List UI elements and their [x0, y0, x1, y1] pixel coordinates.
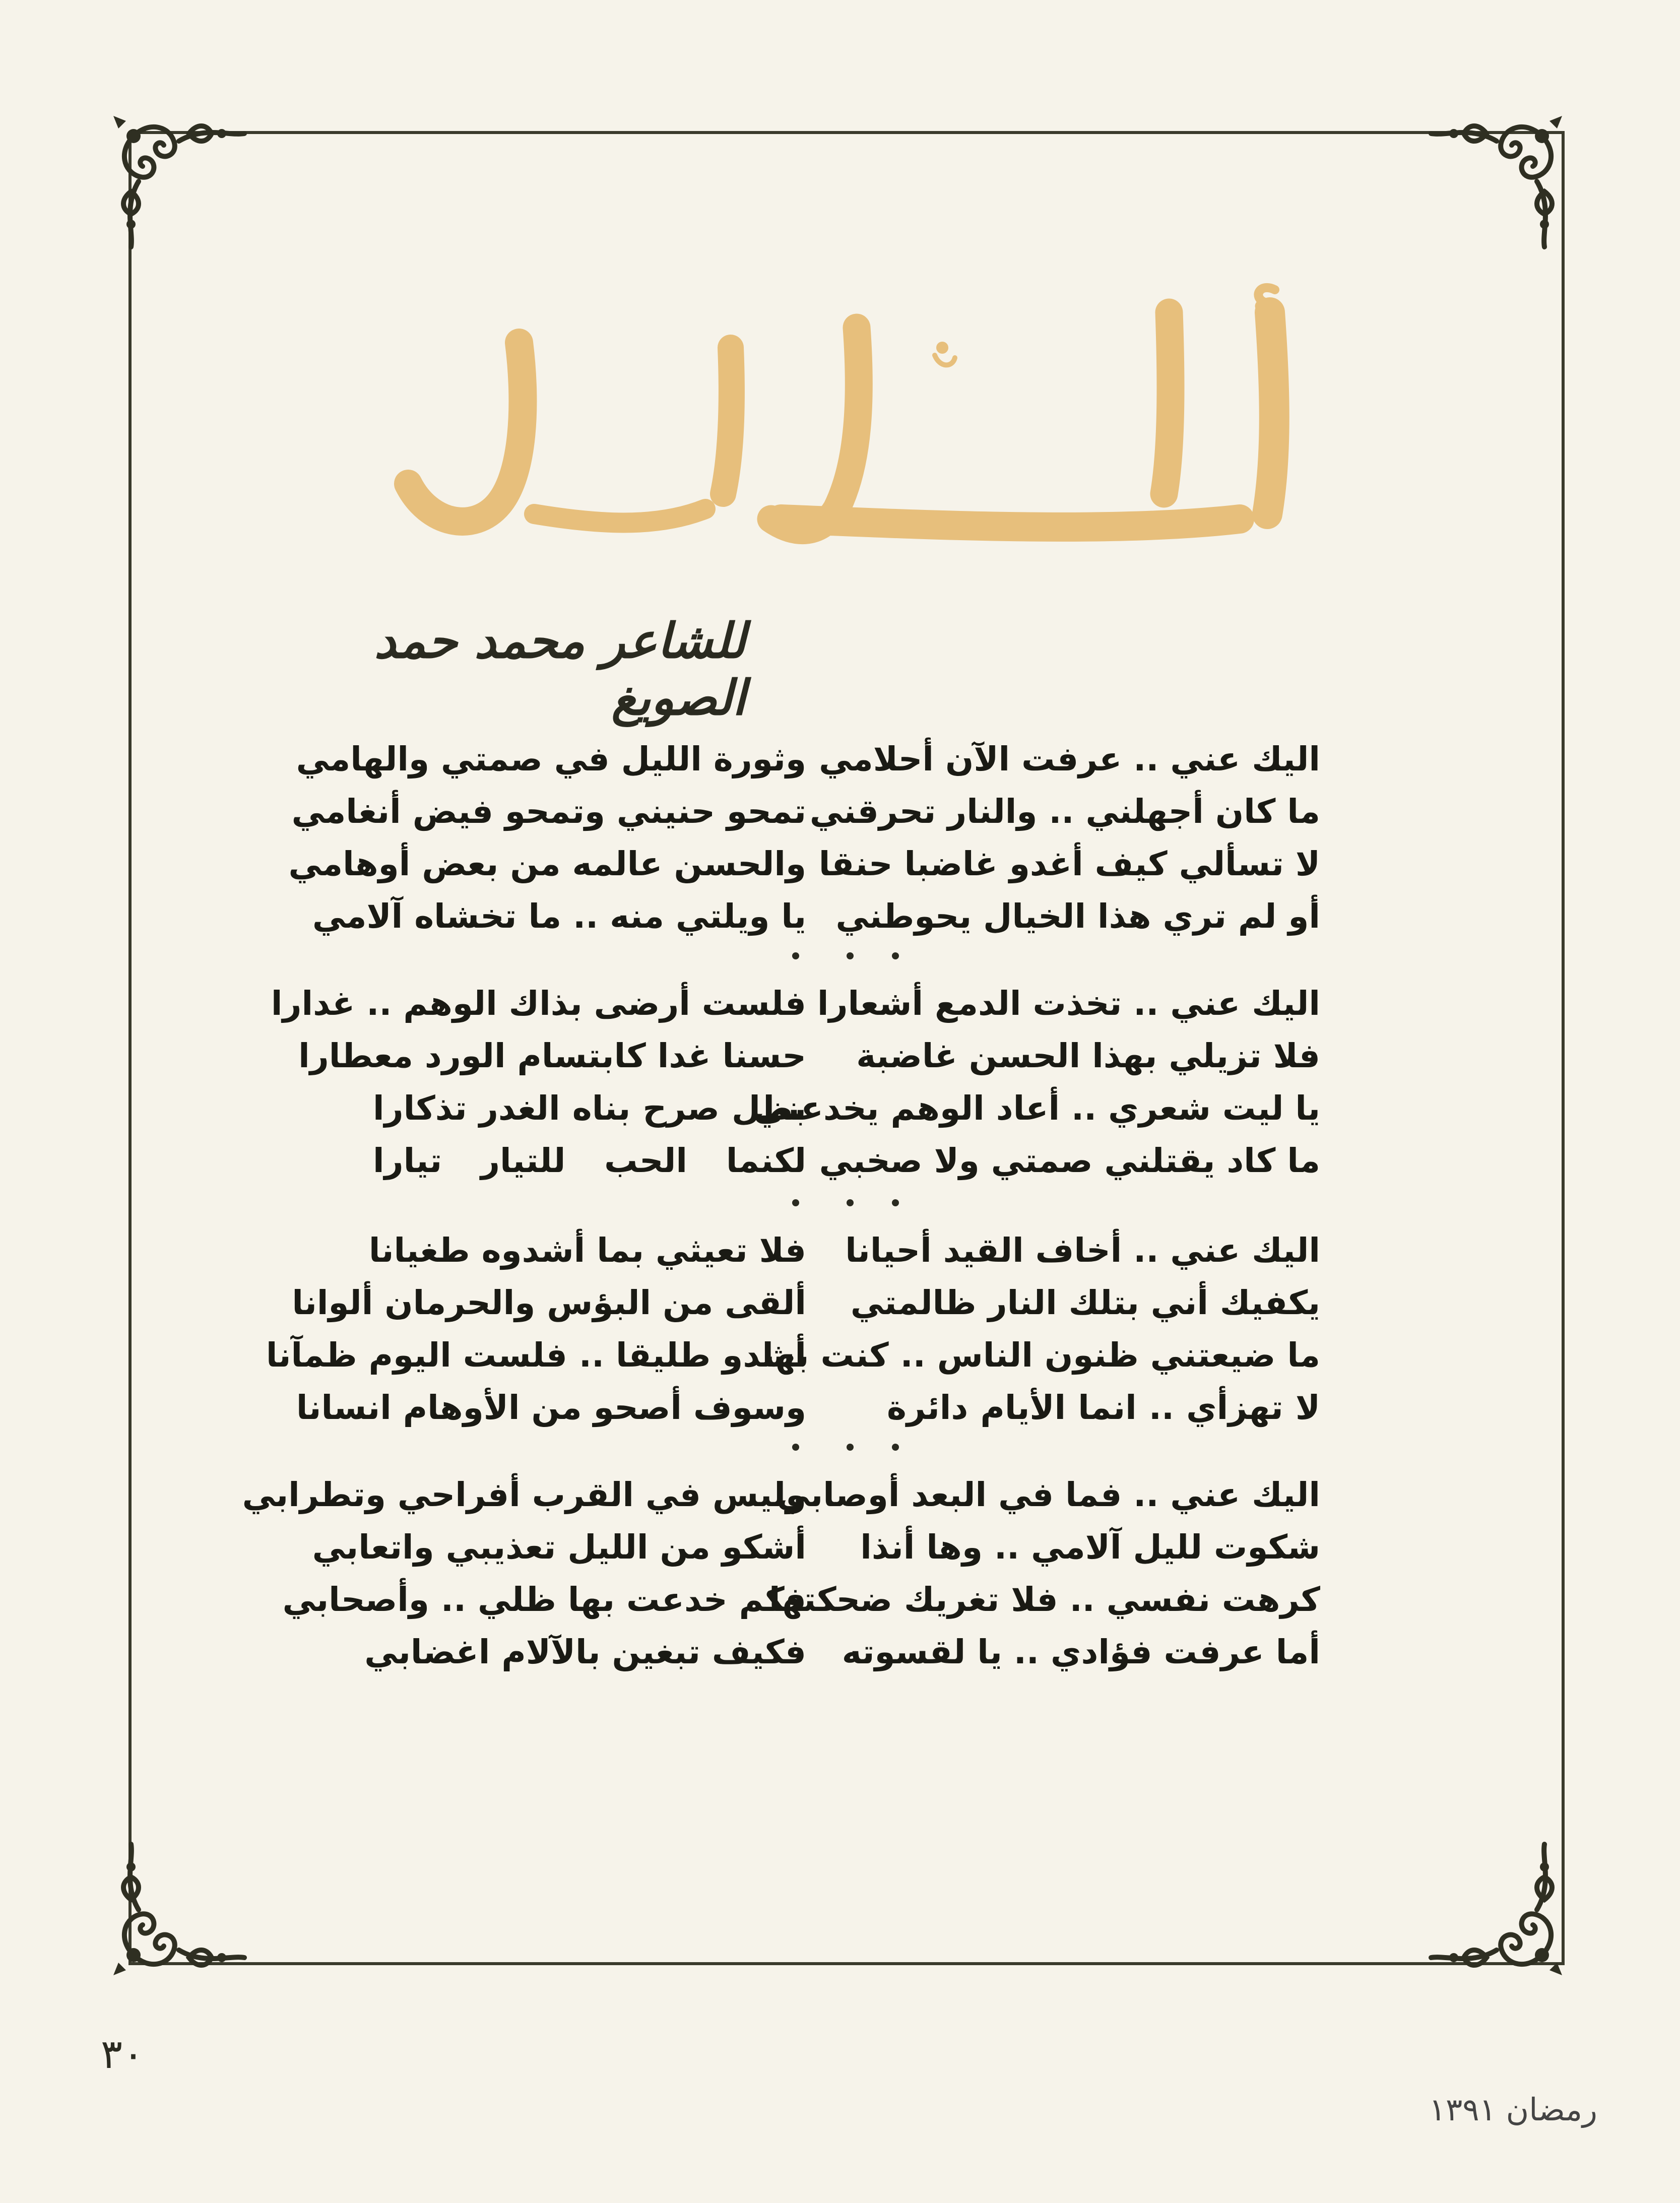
page-number: ٣٠: [101, 2031, 144, 2078]
verse-line: فكم خدعت بها ظلي .. وأصحابي: [282, 1580, 806, 1619]
verse-line: اليك عني .. أخاف القيد أحيانا: [845, 1231, 1320, 1270]
stanza-4-left: [242, 1469, 806, 1678]
verse-line: أما عرفت فؤادي .. يا لقسوته: [842, 1633, 1320, 1671]
corner-ornament-icon: [1421, 106, 1572, 257]
verse-line: فلست أرضى بذاك الوهم .. غدارا: [271, 984, 806, 1023]
verse-line: بظل صرح بناه الغدر تذكارا: [373, 1089, 806, 1128]
verse-line: يا ويلتي منه .. ما تخشاه آلامي: [312, 897, 806, 936]
verse-line: ما كان أجهلني .. والنار تحرقني: [809, 792, 1320, 831]
verse-line: والحسن عالمه من بعض أوهامي: [288, 845, 806, 883]
separator-dot: [792, 952, 799, 959]
poem-title: [353, 282, 1335, 585]
author-byline: للشاعر محمد حمد الصويغ: [374, 612, 746, 726]
verse-line: حسنا غدا كابتسام الورد معطارا: [298, 1036, 806, 1075]
stanza-3-left: [266, 1224, 806, 1434]
separator-dot: [792, 1444, 799, 1451]
separator-dot: [892, 952, 899, 959]
verse-line: لا تسألي كيف أغدو غاضبا حنقا: [818, 845, 1320, 883]
verse-line: فكيف تبغين بالآلام اغضابي: [364, 1633, 806, 1671]
stanza-2-right: [753, 978, 1320, 1187]
separator-dot: [792, 1199, 799, 1206]
verse-line: ما كاد يقتلني صمتي ولا صخبي: [819, 1141, 1320, 1180]
stanza-1-left: [288, 733, 806, 943]
verse-line: وثورة الليل في صمتي والهامي: [296, 740, 806, 779]
stanza-4-right: [769, 1469, 1320, 1678]
verse-line: كرهت نفسي .. فلا تغريك ضحكتها: [769, 1580, 1320, 1619]
verse-line: شكوت لليل آلامي .. وها أنذا: [860, 1528, 1320, 1567]
stanza-2-left: [271, 978, 806, 1187]
separator-dot: [847, 1199, 854, 1206]
verse-line: لا تهزأي .. انما الأيام دائرة: [887, 1388, 1320, 1427]
verse-line: وليس في القرب أفراحي وتطرابي: [242, 1475, 806, 1514]
verse-line: فلا تزيلي بهذا الحسن غاضبة: [856, 1036, 1320, 1075]
stanza-3-right: [762, 1224, 1320, 1434]
verse-line: تمحو حنيني وتمحو فيض أنغامي: [291, 792, 806, 831]
corner-ornament-icon: [1421, 1834, 1572, 1985]
verse-line: ما ضيعتني ظنون الناس .. كنت بها: [762, 1336, 1320, 1375]
separator-dot: [847, 1444, 854, 1451]
separator-dot: [892, 1444, 899, 1451]
verse-line: لكنما الحب للتيار تيارا: [373, 1141, 806, 1180]
verse-line: أشدو طليقا .. فلست اليوم ظمآنا: [266, 1336, 806, 1375]
corner-ornament-icon: [103, 1834, 254, 1985]
verse-line: يا ليت شعري .. أعاد الوهم يخدعني: [753, 1089, 1320, 1128]
verse-line: أشكو من الليل تعذيبي واتعابي: [312, 1528, 806, 1567]
verse-line: فلا تعيثي بما أشدوه طغيانا: [368, 1231, 806, 1270]
issue-date-footer: رمضان ١٣٩١: [1429, 2091, 1597, 2128]
stanza-1-right: [809, 733, 1320, 943]
verse-line: ألقى من البؤس والحرمان ألوانا: [292, 1283, 806, 1322]
verse-line: وسوف أصحو من الأوهام انسانا: [296, 1388, 806, 1427]
verse-line: اليك عني .. فما في البعد أوصابي: [777, 1475, 1320, 1514]
verse-line: يكفيك أني بتلك النار ظالمتي: [850, 1283, 1320, 1322]
corner-ornament-icon: [103, 106, 254, 257]
verse-line: اليك عني .. عرفت الآن أحلامي: [819, 740, 1320, 779]
separator-dot: [847, 952, 854, 959]
verse-line: اليك عني .. تخذت الدمع أشعارا: [817, 984, 1320, 1023]
separator-dot: [892, 1199, 899, 1206]
verse-line: أو لم تري هذا الخيال يحوطني: [835, 897, 1320, 936]
